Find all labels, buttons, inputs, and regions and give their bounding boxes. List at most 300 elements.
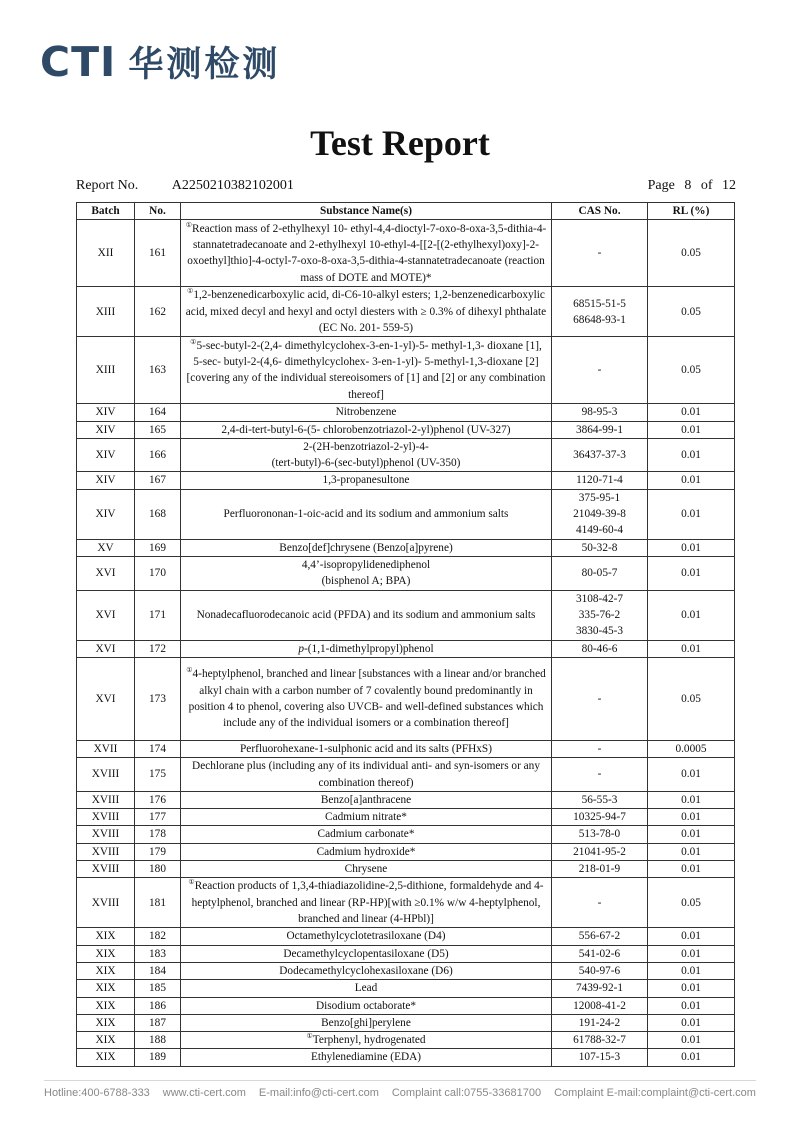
table-row — [77, 421, 735, 438]
substance-name-cell — [181, 590, 552, 640]
no-cell — [135, 740, 181, 757]
no-cell — [135, 809, 181, 826]
table-row — [77, 945, 735, 962]
no-cell-text: 175 — [149, 768, 166, 781]
substance-name-cell — [181, 1049, 552, 1066]
substance-name-cell-text: p-(1,1-dimethylpropyl)phenol — [298, 642, 434, 655]
batch-cell — [77, 980, 135, 997]
substance-name-cell — [181, 928, 552, 945]
no-cell-text: 171 — [149, 609, 166, 622]
table-row — [77, 657, 735, 740]
cas-cell — [552, 472, 648, 489]
substance-name-cell — [181, 878, 552, 928]
batch-cell — [77, 657, 135, 740]
cas-cell — [552, 962, 648, 979]
no-cell-text: 185 — [149, 982, 166, 995]
batch-cell — [77, 928, 135, 945]
no-cell — [135, 843, 181, 860]
no-cell-text: 182 — [149, 930, 166, 943]
cas-cell — [552, 590, 648, 640]
cas-cell — [552, 809, 648, 826]
batch-cell-text: XIV — [95, 474, 116, 487]
table-body — [77, 220, 735, 1066]
rl-cell — [648, 404, 735, 421]
cas-cell — [552, 980, 648, 997]
rl-cell — [648, 489, 735, 539]
table-row — [77, 557, 735, 591]
batch-cell — [77, 826, 135, 843]
red-seal-stamp — [784, 500, 800, 630]
cas-cell — [552, 438, 648, 472]
batch-cell — [77, 843, 135, 860]
cas-cell — [552, 1049, 648, 1066]
substance-name-cell — [181, 640, 552, 657]
footer-complaint-email: Complaint E-mail:complaint@cti-cert.com — [554, 1087, 756, 1099]
header-no: No. — [135, 203, 181, 220]
no-cell — [135, 640, 181, 657]
no-cell — [135, 945, 181, 962]
table-row — [77, 826, 735, 843]
rl-cell-text: 0.01 — [681, 642, 701, 655]
substance-name-cell — [181, 861, 552, 878]
substance-name-cell-text: 4-heptylphenol, branched and linear [substances with a linear and/or branched alkyl chain with a carbon number of 7 covalently bound predominantly in position 4 to phenol, covering also UVCB- and well-defined substances which include any of the individual isomers or a combination thereof] — [188, 668, 546, 730]
rl-cell — [648, 945, 735, 962]
rl-cell — [648, 843, 735, 860]
batch-cell-text: XVI — [95, 567, 116, 580]
cas-cell-text: 21041-95-2 — [573, 845, 626, 858]
no-cell-text: 162 — [149, 305, 166, 318]
cas-cell-text: - — [597, 692, 602, 705]
page-word: Page — [647, 178, 675, 193]
header-substance-name: Substance Name(s) — [181, 203, 552, 220]
rl-cell-text: 0.01 — [681, 863, 701, 876]
no-cell-text: 167 — [149, 474, 166, 487]
substance-name-cell — [181, 557, 552, 591]
rl-cell — [648, 1049, 735, 1066]
substance-name-cell — [181, 740, 552, 757]
batch-cell — [77, 1049, 135, 1066]
cas-cell — [552, 421, 648, 438]
report-number: A2250210382102001 — [171, 178, 294, 193]
rl-cell — [648, 287, 735, 337]
batch-cell-text: XVIII — [91, 896, 120, 909]
page-footer — [44, 1087, 756, 1099]
substance-name-cell-text: Benzo[a]anthracene — [320, 793, 412, 806]
footnote-marker: ① — [190, 337, 197, 346]
cas-cell — [552, 287, 648, 337]
batch-cell — [77, 640, 135, 657]
rl-cell — [648, 758, 735, 792]
rl-cell — [648, 590, 735, 640]
substance-name-cell-text: 2,4-di-tert-butyl-6-(5- chlorobenzotriazol-2-yl)phenol (UV-327) — [221, 423, 511, 436]
substance-name-cell — [181, 404, 552, 421]
substance-name-cell-text: 5-sec-butyl-2-(2,4- dimethylcyclohex-3-en-1-yl)-5- methyl-1,3- dioxane [1], 5-sec- butyl-2-(4,6- dimethylcyclohex- 3-en-1-yl)- 5-methyl-1,3-dioxane [2] [covering any of the individual stereoisomers of [1] and [2] or any combination thereof] — [186, 339, 546, 401]
rl-cell — [648, 861, 735, 878]
cas-cell-text: 513-78-0 — [578, 828, 621, 841]
no-cell-text: 186 — [149, 999, 166, 1012]
no-cell — [135, 928, 181, 945]
cas-cell-text: 3864-99-1 — [575, 423, 624, 436]
substance-name-cell — [181, 287, 552, 337]
table-row — [77, 878, 735, 928]
rl-cell-text: 0.05 — [681, 247, 701, 260]
table-row — [77, 640, 735, 657]
page-indicator — [642, 178, 736, 194]
rl-cell — [648, 220, 735, 287]
substance-name-cell — [181, 337, 552, 404]
cas-cell — [552, 539, 648, 556]
batch-cell — [77, 337, 135, 404]
substance-name-cell-text: 2-(2H-benzotriazol-2-yl)-4- (tert-butyl)-6-(sec-butyl)phenol (UV-350) — [271, 440, 461, 470]
page-title: Test Report — [310, 123, 490, 163]
rl-cell — [648, 997, 735, 1014]
rl-cell — [648, 1014, 735, 1031]
cas-cell-text: 218-01-9 — [578, 863, 621, 876]
no-cell — [135, 997, 181, 1014]
substance-name-cell — [181, 1032, 552, 1049]
no-cell-text: 178 — [149, 828, 166, 841]
table-row — [77, 962, 735, 979]
cas-cell — [552, 640, 648, 657]
no-cell-text: 166 — [149, 449, 166, 462]
no-cell-text: 163 — [149, 364, 166, 377]
footnote-marker: ① — [187, 287, 194, 296]
cas-cell-text: 1120-71-4 — [576, 474, 623, 487]
rl-cell-text: 0.01 — [681, 508, 701, 521]
no-cell — [135, 220, 181, 287]
no-cell-text: 188 — [149, 1034, 166, 1047]
batch-cell-text: XIX — [95, 1016, 116, 1029]
no-cell — [135, 861, 181, 878]
batch-cell — [77, 489, 135, 539]
no-cell — [135, 1014, 181, 1031]
report-number-block — [76, 178, 294, 194]
cas-cell — [552, 740, 648, 757]
substance-name-cell — [181, 220, 552, 287]
rl-cell — [648, 421, 735, 438]
batch-cell — [77, 287, 135, 337]
footer-email: E-mail:info@cti-cert.com — [258, 1087, 379, 1099]
cas-cell-text: 50-32-8 — [581, 541, 618, 554]
no-cell — [135, 590, 181, 640]
rl-cell — [648, 928, 735, 945]
rl-cell — [648, 878, 735, 928]
no-cell — [135, 438, 181, 472]
no-cell-text: 172 — [149, 642, 166, 655]
footnote-marker: ① — [188, 878, 195, 887]
rl-cell-text: 0.05 — [681, 896, 701, 909]
table-row — [77, 980, 735, 997]
substance-name-cell-text: Chrysene — [344, 863, 388, 876]
table-row — [77, 472, 735, 489]
rl-cell-text: 0.05 — [681, 305, 701, 318]
table-row — [77, 337, 735, 404]
rl-cell-text: 0.01 — [681, 930, 701, 943]
rl-cell — [648, 809, 735, 826]
no-cell — [135, 557, 181, 591]
cas-cell-text: 541-02-6 — [578, 947, 621, 960]
rl-cell-text: 0.01 — [681, 811, 701, 824]
table-row — [77, 220, 735, 287]
substance-name-cell-text: Cadmium hydroxide* — [316, 845, 416, 858]
batch-cell — [77, 220, 135, 287]
substance-name-cell-text: Disodium octaborate* — [315, 999, 417, 1012]
cas-cell-text: - — [597, 742, 602, 755]
rl-cell — [648, 337, 735, 404]
footer-complaint-call: Complaint call:0755-33681700 — [391, 1087, 542, 1099]
rl-cell-text: 0.01 — [681, 423, 701, 436]
batch-cell-text: XIV — [95, 406, 116, 419]
footer-hotline: Hotline:400-6788-333 — [44, 1087, 150, 1099]
substance-name-cell — [181, 826, 552, 843]
batch-cell-text: XIV — [95, 508, 116, 521]
substance-name-cell-text: Octamethylcyclotetrasiloxane (D4) — [286, 930, 446, 943]
rl-cell-text: 0.01 — [681, 449, 701, 462]
footnote-marker: ① — [186, 666, 193, 675]
table-header-row — [77, 203, 735, 220]
cas-cell-text: - — [597, 364, 602, 377]
no-cell — [135, 758, 181, 792]
header-batch: Batch — [77, 203, 135, 220]
substance-table — [76, 202, 735, 1067]
table-row — [77, 758, 735, 792]
no-cell-text: 174 — [149, 742, 166, 755]
cas-cell-text: 7439-92-1 — [575, 982, 624, 995]
logo-cti-text: CTI — [40, 38, 117, 86]
cas-cell-text: 191-24-2 — [578, 1016, 621, 1029]
batch-cell — [77, 539, 135, 556]
footer-website: www.cti-cert.com — [162, 1087, 246, 1099]
batch-cell-text: XVI — [95, 692, 116, 705]
no-cell-text: 168 — [149, 508, 166, 521]
rl-cell-text: 0.01 — [681, 768, 701, 781]
cas-cell — [552, 945, 648, 962]
rl-cell — [648, 472, 735, 489]
batch-cell-text: XVII — [93, 742, 118, 755]
substance-name-cell-text: 1,3-propanesultone — [322, 474, 410, 487]
cas-cell-text: 556-67-2 — [578, 930, 621, 943]
batch-cell — [77, 997, 135, 1014]
no-cell — [135, 791, 181, 808]
substance-name-cell — [181, 1014, 552, 1031]
rl-cell — [648, 557, 735, 591]
no-cell-text: 164 — [149, 406, 166, 419]
logo-chinese-text: 华测检测 — [128, 45, 281, 85]
rl-cell-text: 0.01 — [681, 1034, 701, 1047]
table-row — [77, 1032, 735, 1049]
batch-cell-text: XIX — [95, 1034, 116, 1047]
cas-cell — [552, 878, 648, 928]
substance-name-cell — [181, 489, 552, 539]
substance-name-cell-text: Dodecamethylcyclohexasiloxane (D6) — [279, 964, 453, 977]
substance-name-cell-text: 1,2-benzenedicarboxylic acid, di-C6-10-alkyl esters; 1,2-benzenedicarboxylic acid, mixed decyl and hexyl and octyl diesters with ≥ 0.3% of dihexyl phthalate (EC No. 201- 559-5) — [185, 289, 547, 334]
batch-cell-text: XII — [97, 247, 114, 260]
cas-cell — [552, 826, 648, 843]
rl-cell-text: 0.0005 — [675, 742, 707, 755]
rl-cell — [648, 740, 735, 757]
substance-name-cell — [181, 421, 552, 438]
table-row — [77, 539, 735, 556]
header-cas-no: CAS No. — [552, 203, 648, 220]
para-prefix: p — [298, 642, 305, 655]
batch-cell — [77, 1032, 135, 1049]
substance-name-cell-text: Cadmium nitrate* — [325, 811, 407, 824]
no-cell — [135, 472, 181, 489]
table-row — [77, 590, 735, 640]
batch-cell — [77, 1014, 135, 1031]
batch-cell-text: XIX — [95, 964, 116, 977]
page-total: 12 — [722, 178, 736, 193]
substance-name-cell-text: Lead — [354, 982, 378, 995]
rl-cell-text: 0.01 — [681, 947, 701, 960]
batch-cell — [77, 791, 135, 808]
batch-cell-text: XVIII — [91, 768, 120, 781]
cas-cell — [552, 337, 648, 404]
table-row — [77, 928, 735, 945]
batch-cell-text: XVIII — [91, 845, 120, 858]
batch-cell-text: XIV — [95, 423, 116, 436]
rl-cell — [648, 657, 735, 740]
no-cell — [135, 404, 181, 421]
no-cell-text: 170 — [149, 567, 166, 580]
no-cell — [135, 287, 181, 337]
substance-name-cell-text: 4,4’-isopropylidenediphenol (bisphenol A; BPA) — [301, 559, 431, 588]
cas-cell-text: 10325-94-7 — [573, 811, 626, 824]
batch-cell — [77, 962, 135, 979]
batch-cell-text: XVI — [95, 609, 116, 622]
substance-name-cell — [181, 791, 552, 808]
table-row — [77, 843, 735, 860]
cas-cell — [552, 557, 648, 591]
cas-cell-text: 98-95-3 — [581, 406, 618, 419]
batch-cell — [77, 945, 135, 962]
cas-cell — [552, 843, 648, 860]
cas-cell-text: 61788-32-7 — [573, 1034, 626, 1047]
page-number: 8 — [684, 178, 692, 193]
cas-cell — [552, 1032, 648, 1049]
batch-cell-text: XVI — [95, 642, 116, 655]
batch-cell-text: XV — [97, 541, 114, 554]
cas-cell — [552, 758, 648, 792]
rl-cell — [648, 438, 735, 472]
rl-cell-text: 0.05 — [681, 692, 701, 705]
no-cell — [135, 489, 181, 539]
cas-cell-text: 80-46-6 — [581, 642, 618, 655]
substance-name-cell — [181, 472, 552, 489]
table-row — [77, 1014, 735, 1031]
cas-cell-text: 56-55-3 — [581, 793, 618, 806]
cas-cell-text: - — [597, 896, 602, 909]
cas-cell — [552, 657, 648, 740]
table-row — [77, 287, 735, 337]
batch-cell — [77, 809, 135, 826]
table-row — [77, 740, 735, 757]
cas-cell — [552, 791, 648, 808]
cas-cell-text: 107-15-3 — [578, 1051, 621, 1064]
substance-name-cell-text: Dechlorane plus (including any of its individual anti- and syn-isomers or any combination thereof) — [192, 760, 540, 789]
no-cell — [135, 1049, 181, 1066]
substance-name-cell — [181, 945, 552, 962]
rl-cell-text: 0.01 — [681, 845, 701, 858]
page-of-word: of — [700, 178, 713, 193]
substance-name-cell-text: Nitrobenzene — [335, 406, 397, 419]
substance-name-cell — [181, 438, 552, 472]
rl-cell — [648, 826, 735, 843]
rl-cell-text: 0.01 — [681, 567, 701, 580]
table-row — [77, 1049, 735, 1066]
no-cell — [135, 1032, 181, 1049]
rl-cell-text: 0.01 — [681, 1016, 701, 1029]
substance-name-cell-text: Benzo[ghi]perylene — [321, 1016, 411, 1029]
table-row — [77, 809, 735, 826]
no-cell-text: 177 — [149, 811, 166, 824]
batch-cell-text: XVIII — [91, 828, 120, 841]
substance-name-cell-text: Cadmium carbonate* — [317, 828, 415, 841]
rl-cell-text: 0.01 — [681, 828, 701, 841]
cas-cell — [552, 489, 648, 539]
no-cell-text: 183 — [149, 947, 166, 960]
substance-name-cell — [181, 997, 552, 1014]
rl-cell-text: 0.01 — [681, 406, 701, 419]
footnote-marker: ① — [185, 220, 193, 229]
footnote-marker: ① — [306, 1032, 313, 1041]
rl-cell — [648, 980, 735, 997]
table-row — [77, 791, 735, 808]
no-cell-text: 184 — [149, 964, 166, 977]
no-cell-text: 180 — [149, 863, 166, 876]
header-rl: RL (%) — [648, 203, 735, 220]
no-cell-text: 169 — [149, 541, 166, 554]
batch-cell-text: XIX — [95, 930, 116, 943]
cas-cell-text: 36437-37-3 — [573, 449, 626, 462]
substance-name-cell — [181, 980, 552, 997]
batch-cell-text: XVIII — [91, 793, 120, 806]
rl-cell-text: 0.01 — [681, 793, 701, 806]
rl-cell — [648, 539, 735, 556]
batch-cell — [77, 590, 135, 640]
batch-cell-text: XIX — [95, 947, 116, 960]
batch-cell-text: XVIII — [91, 811, 120, 824]
batch-cell-text: XIX — [95, 982, 116, 995]
cas-cell — [552, 220, 648, 287]
substance-name-cell-text: Terphenyl, hydrogenated — [312, 1034, 426, 1047]
cas-cell-text: 3108-42-7 335-76-2 3830-45-3 — [575, 592, 624, 638]
rl-cell — [648, 962, 735, 979]
substance-name-cell-text: Ethylenediamine (EDA) — [310, 1051, 422, 1064]
no-cell — [135, 539, 181, 556]
cas-cell — [552, 928, 648, 945]
batch-cell-text: XIII — [95, 305, 116, 318]
substance-name-cell — [181, 539, 552, 556]
rl-cell-text: 0.01 — [681, 1051, 701, 1064]
no-cell — [135, 421, 181, 438]
batch-cell — [77, 421, 135, 438]
cas-cell-text: - — [597, 768, 602, 781]
batch-cell-text: XIII — [95, 364, 116, 377]
rl-cell-text: 0.01 — [681, 964, 701, 977]
substance-name-cell-text: Decamethylcyclopentasiloxane (D5) — [283, 947, 449, 960]
batch-cell — [77, 740, 135, 757]
substance-name-cell — [181, 758, 552, 792]
table-row — [77, 404, 735, 421]
substance-name-cell-text: Perfluorohexane-1-sulphonic acid and its salts (PFHxS) — [240, 742, 492, 755]
rl-cell-text: 0.05 — [681, 364, 701, 377]
table-row — [77, 438, 735, 472]
substance-name-cell — [181, 809, 552, 826]
cas-cell-text: 540-97-6 — [578, 964, 621, 977]
rl-cell-text: 0.01 — [681, 541, 701, 554]
batch-cell-text: XIV — [95, 449, 116, 462]
